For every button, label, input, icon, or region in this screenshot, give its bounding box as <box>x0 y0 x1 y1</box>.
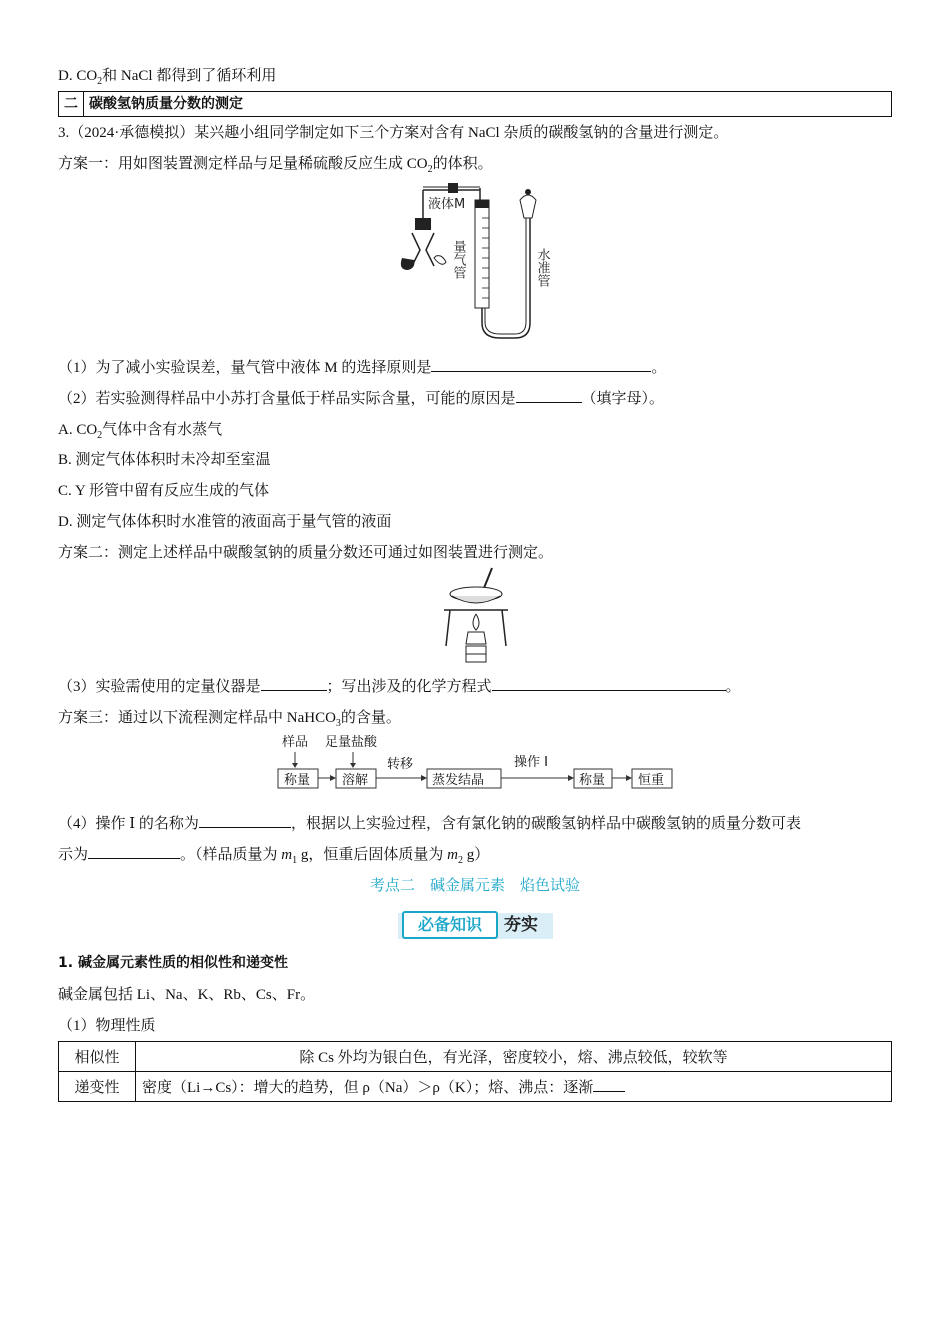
plan-one: 方案一：用如图装置测定样品与足量稀硫酸反应生成 $CO_2$的体积。 <box>58 156 493 175</box>
alkali-metals-list: 碱金属包括 Li、Na、K、Rb、Cs、Fr。 <box>58 987 316 1003</box>
question-4-line1: （4）操作 Ⅰ 的名称为 ，根据以上实验过程，含有氯化钠的碳酸氢钠样品中碳酸氢钠的质量分数可表 <box>58 812 801 833</box>
answer-blank-2[interactable] <box>516 388 582 403</box>
section-title: 碳酸氢钠质量分数的测定 <box>89 96 243 112</box>
flow-dissolve: 溶解 <box>342 773 369 788</box>
procedure-flowchart <box>275 730 685 792</box>
plan-three: 方案三：通过以下流程测定样品中 NaHCO$_3$的含量。 <box>58 710 401 729</box>
kaodian-heading: 考点二 碱金属元素 焰色试验 <box>369 876 580 894</box>
question-3-intro: 3.（2024·承德模拟）某兴趣小组同学制定如下三个方案对含有 NaCl 杂质的碳酸氢钠的含量进行测定。 <box>58 125 729 141</box>
table-cell-gradation: 密度（Li→Cs）：增大的趋势，但 ρ（Na）＞ρ（K）；熔、沸点：逐渐 <box>136 1072 892 1102</box>
banner-right: 夯实 <box>504 915 538 935</box>
heading-1: 1. 碱金属元素性质的相似性和递变性 <box>58 955 288 971</box>
flow-transfer: 转移 <box>387 757 414 772</box>
answer-blank-4a[interactable] <box>199 813 291 828</box>
answer-blank-1[interactable] <box>431 357 651 372</box>
flow-sample-label: 样品 <box>282 735 309 750</box>
answer-blank-table[interactable] <box>593 1077 625 1092</box>
question-4-line2: 示为 。（样品质量为 $m_1$ g，恒重后固体质量为 $m_2$ g） <box>58 843 489 866</box>
flow-operation: 操作 Ⅰ <box>514 755 548 770</box>
flow-acid-label: 足量盐酸 <box>325 735 378 750</box>
evaporating-dish-figure <box>440 566 520 666</box>
table-cell-similarity: 除 Cs 外均为银白色，有光泽，密度较小，熔、沸点较低，较软等 <box>136 1042 892 1072</box>
question-1: （1）为了减小实验误差，量气管中液体 M 的选择原则是 。 <box>58 356 666 377</box>
physical-properties-heading: （1）物理性质 <box>58 1018 156 1034</box>
table-head-similarity: 相似性 <box>59 1042 136 1072</box>
table-row <box>59 1042 892 1072</box>
flow-constant: 恒重 <box>638 773 665 788</box>
answer-blank-4b[interactable] <box>88 844 180 859</box>
flow-weigh1: 称量 <box>284 773 311 788</box>
liquid-m-label: 液体M <box>428 197 466 212</box>
section-header <box>58 91 892 117</box>
option-b: B. 测定气体体积时未冷却至室温 <box>58 452 271 468</box>
table-head-gradation: 递变性 <box>59 1072 136 1102</box>
properties-table <box>58 1041 892 1102</box>
option-d: D. 测定气体体积时水准管的液面高于量气管的液面 <box>58 514 392 530</box>
answer-blank-3a[interactable] <box>261 676 327 691</box>
knowledge-banner <box>398 910 553 940</box>
option-a: A. $CO_2$气体中含有水蒸气 <box>58 422 223 441</box>
gas-burette-apparatus-figure <box>390 178 570 348</box>
option-c: C. Y 形管中留有反应生成的气体 <box>58 483 269 499</box>
water-tube-label: 水准管 <box>534 248 550 287</box>
question-3: （3）实验需使用的定量仪器是 ；写出涉及的化学方程式 。 <box>58 675 741 696</box>
gas-tube-label: 量气管 <box>450 240 466 279</box>
flow-evap: 蒸发结晶 <box>432 773 485 788</box>
plan-two: 方案二：测定上述样品中碳酸氢钠的质量分数还可通过如图装置进行测定。 <box>58 545 554 561</box>
banner-left: 必备知识 <box>402 911 498 939</box>
question-2: （2）若实验测得样品中小苏打含量低于样品实际含量，可能的原因是 （填字母）。 <box>58 387 664 408</box>
answer-blank-3b[interactable] <box>492 676 726 691</box>
flow-weigh2: 称量 <box>579 773 606 788</box>
table-row <box>59 1072 892 1102</box>
section-number: 二 <box>59 92 84 116</box>
option-d-previous: D. $CO_2$和 NaCl 都得到了循环利用 <box>58 68 277 87</box>
